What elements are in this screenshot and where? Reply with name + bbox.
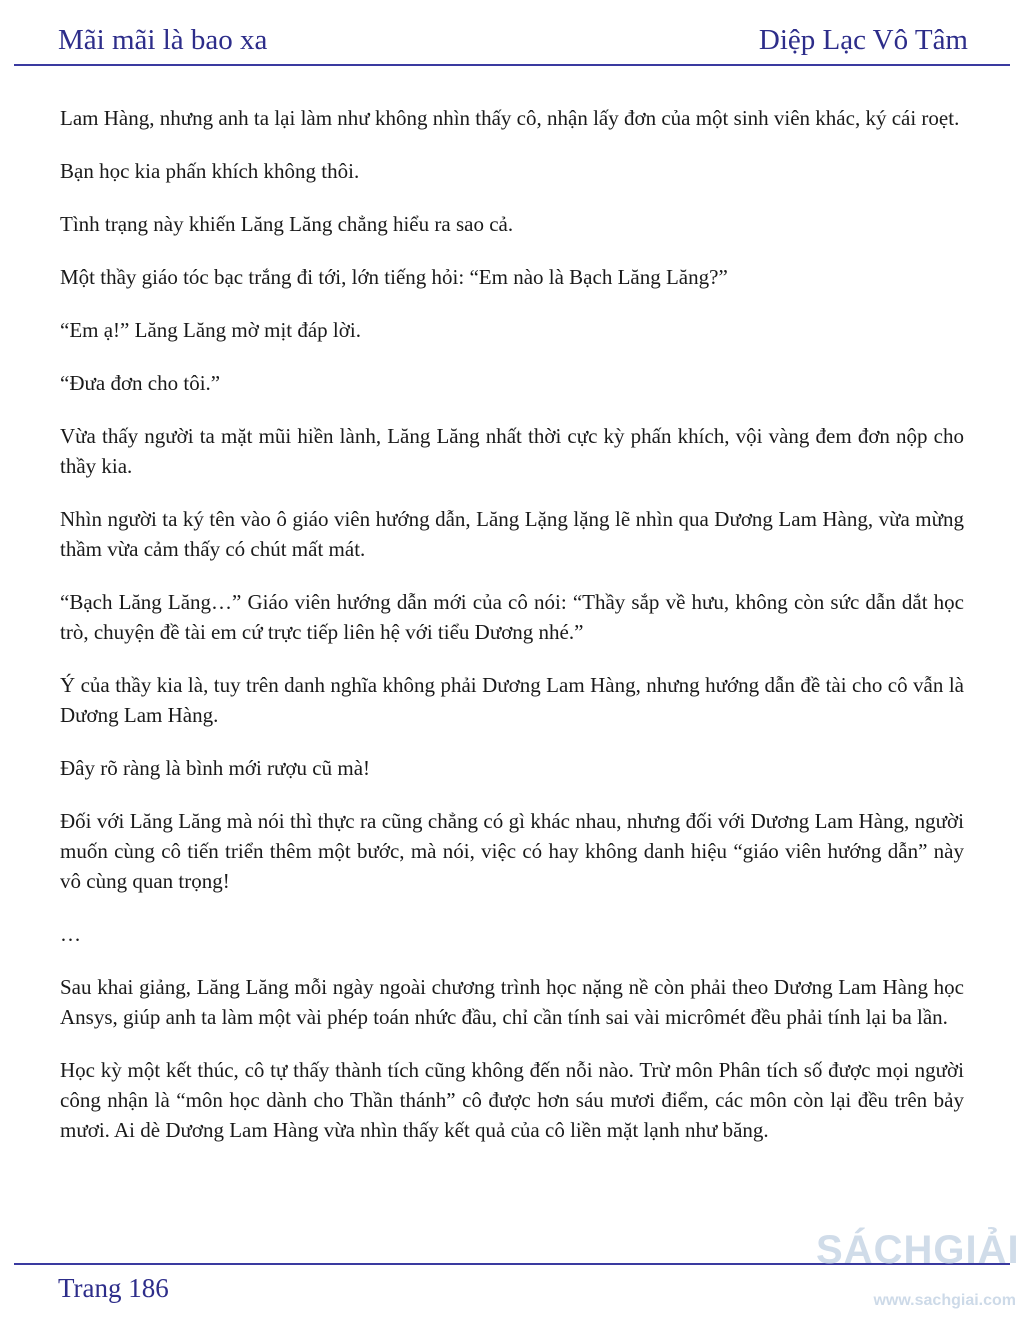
paragraph: Học kỳ một kết thúc, cô tự thấy thành tích cũng không đến nỗi nào. Trừ môn Phân tích số được mọi người công nhận là “môn học dành cho Thần thánh” cô được hơn sáu mươi điểm, các môn còn lại đều trên bảy mươi. Ai dè Dương Lam Hàng vừa nhìn thấy kết quả của cô liền mặt lạnh như băng.: [60, 1058, 964, 1142]
author-name: Diệp Lạc Vô Tâm: [758, 24, 968, 56]
paragraph: “Em ạ!” Lăng Lăng mờ mịt đáp lời.: [60, 318, 361, 342]
paragraph: Một thầy giáo tóc bạc trắng đi tới, lớn tiếng hỏi: “Em nào là Bạch Lăng Lăng?”: [60, 265, 728, 289]
watermark-title: SÁCHGIẢI: [816, 1228, 1020, 1272]
paragraph: Ý của thầy kia là, tuy trên danh nghĩa không phải Dương Lam Hàng, nhưng hướng dẫn đề tài cho cô vẫn là Dương Lam Hàng.: [60, 673, 964, 727]
page-header: [58, 24, 968, 64]
paragraph: Bạn học kia phấn khích không thôi.: [60, 159, 360, 183]
paragraph: “Bạch Lăng Lăng…” Giáo viên hướng dẫn mới của cô nói: “Thầy sắp về hưu, không còn sức dẫn dắt học trò, chuyện đề tài em cứ trực tiếp liên hệ với tiểu Dương nhé.”: [60, 590, 964, 644]
watermark-logo: [816, 1228, 1020, 1310]
paragraph: Nhìn người ta ký tên vào ô giáo viên hướng dẫn, Lăng Lặng lặng lẽ nhìn qua Dương Lam Hàng, vừa mừng thầm vừa cảm thấy có chút mất mát.: [60, 507, 964, 561]
scene-break: …: [60, 922, 81, 946]
paragraph: “Đưa đơn cho tôi.”: [60, 371, 221, 395]
paragraph: Tình trạng này khiến Lăng Lăng chẳng hiểu ra sao cả.: [60, 212, 514, 236]
page-number: Trang 186: [58, 1273, 169, 1303]
book-title: Mãi mãi là bao xa: [58, 24, 268, 56]
paragraph: Sau khai giảng, Lăng Lăng mỗi ngày ngoài chương trình học nặng nề còn phải theo Dương Lam Hàng học Ansys, giúp anh ta làm một vài phép toán nhức đầu, chỉ cần tính sai vài micrômét đều phải tính lại ba lần.: [60, 975, 964, 1029]
watermark-url: www.sachgiai.com: [873, 1292, 1016, 1309]
paragraph: Đối với Lăng Lăng mà nói thì thực ra cũng chẳng có gì khác nhau, nhưng đối với Dương Lam Hàng, người muốn cùng cô tiến triển thêm một bước, mà nói, việc có hay không danh hiệu “giáo viên hướng dẫn” này vô cùng quan trọng!: [60, 809, 964, 893]
paragraph: Đây rõ ràng là bình mới rượu cũ mà!: [60, 756, 371, 780]
paragraph: Vừa thấy người ta mặt mũi hiền lành, Lăng Lăng nhất thời cực kỳ phấn khích, vội vàng đem đơn nộp cho thầy kia.: [60, 424, 964, 478]
page-body: [60, 103, 964, 1168]
header-divider: [14, 64, 1010, 66]
paragraph: Lam Hàng, nhưng anh ta lại làm như không nhìn thấy cô, nhận lấy đơn của một sinh viên khác, ký cái roẹt.: [60, 106, 960, 130]
